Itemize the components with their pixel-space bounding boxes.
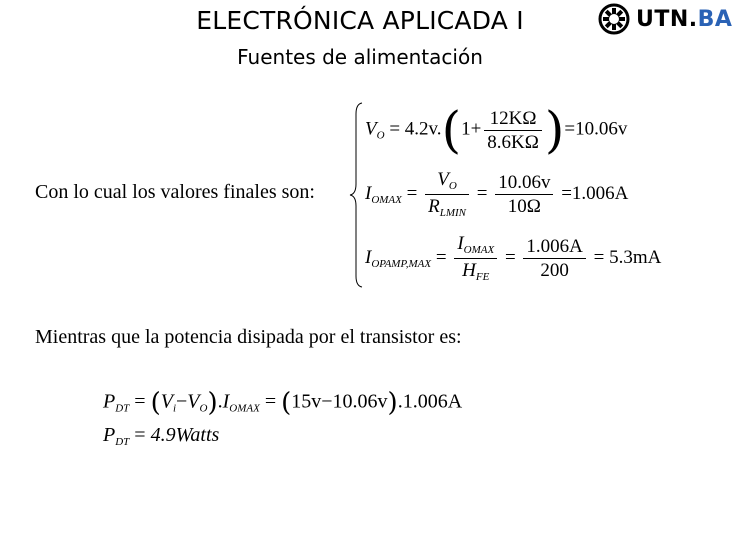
- equation-pdt-result: $P_{DT}$ = 4.9Watts: [103, 424, 220, 448]
- page-title: ELECTRÓNICA APLICADA I: [196, 6, 524, 35]
- utn-logo: [598, 3, 732, 35]
- equation-iomax: $I_{OMAX}$ = $\frac{V_O}{R_{LMIN}}$ = $\frac{10.06v}{10\Omega}$ =1.006A: [365, 169, 629, 219]
- logo-wordmark: UTN.BA: [636, 6, 732, 32]
- equation-vo: $V_O = 4.2v.(1+$ $\frac{12K\Omega}{8.6K\Omega}$ )=10.06v: [365, 101, 628, 159]
- intro-text: Con lo cual los valores finales son:: [35, 181, 315, 203]
- power-paragraph: Mientras que la potencia disipada por el transistor es:: [35, 326, 462, 348]
- equation-iopamp: $I_{OPAMP,MAX}$ = $\frac{I_{OMAX}}{H_{FE}}$ = $\frac{1.006A}{200}$ = 5.3mA: [365, 233, 662, 283]
- system-brace: [349, 102, 365, 288]
- utn-emblem-icon: [598, 3, 630, 35]
- equation-pdt: $P_{DT} = (V_i-V_O).I_{OMAX} = (15v-10.06v).1.006A$: [103, 388, 463, 418]
- page-subtitle: Fuentes de alimentación: [237, 45, 483, 69]
